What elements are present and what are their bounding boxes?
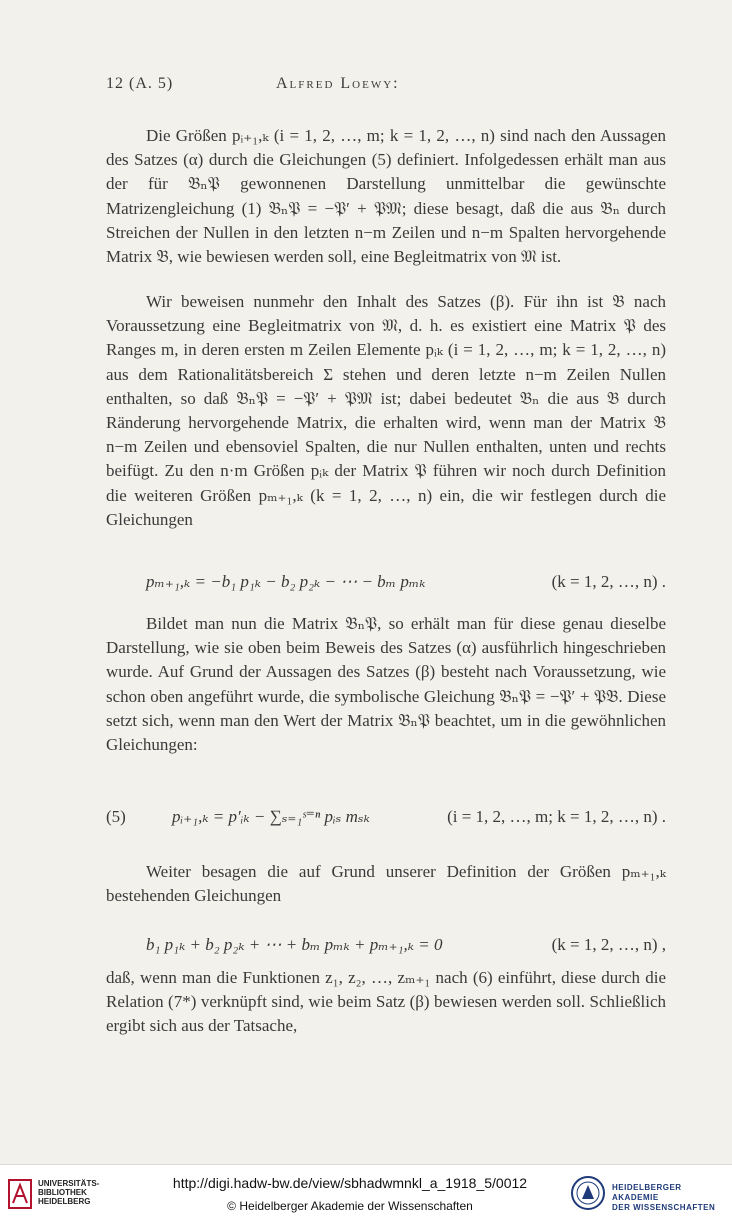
permalink-url[interactable]: http://digi.hadw-bw.de/view/sbhadwmnkl_a_1918_5/0012	[172, 1175, 528, 1191]
page-number: 12 (A. 5)	[106, 75, 174, 92]
equation-5-condition: (i = 1, 2, …, m; k = 1, 2, …, n) .	[447, 807, 666, 826]
equation-pm1-condition: (k = 1, 2, …, n) .	[551, 572, 666, 591]
running-title-author: Alfred Loewy:	[276, 75, 400, 92]
library-name: UNIVERSITÄTS- BIBLIOTHEK HEIDELBERG	[38, 1179, 100, 1206]
equation-5-number: (5)	[106, 807, 126, 826]
library-logo[interactable]	[8, 1175, 128, 1215]
paragraph-3: Bildet man nun die Matrix 𝔅ₙ𝔓, so erhält man für diese genau dieselbe Darstellung, wie sie oben beim Beweis des Satzes (α) ausführlich hingeschrieben wurde. Auf Grund der Aussagen des Satzes (β) besteht nach Voraussetzung, wie schon oben angeführt wurde, die symbolische Gleichung 𝔅ₙ𝔓 = −𝔓′ + 𝔓𝔅. Diese setzt sich, wenn man den Wert der Matrix 𝔅ₙ𝔓 beachtet, um in die gewöhnlichen Gleichungen:	[106, 614, 666, 755]
paragraph-2: Wir beweisen nunmehr den Inhalt des Satzes (β). Für ihn ist 𝔅 nach Voraussetzung eine Begleitmatrix von 𝔐, d. h. es existiert eine Matrix 𝔓 des Ranges m, in deren ersten m Zeilen Elemente pᵢₖ (i = 1, 2, …, m; k = 1, 2, …, n) aus dem Rationalitätsbereich Σ stehen und deren letzte n−m Zeilen Nullen enthalten, so daß 𝔅ₙ𝔓 = −𝔓′ + 𝔓𝔐 ist; dabei bedeutet 𝔅ₙ die aus 𝔅 durch Ränderung hervorgehende Matrix, die erhalten wird, wenn man der Matrix 𝔅 n−m Zeilen und ebensoviel Spalten, die nur Nullen enthalten, unten und rechts beifügt. Zu den n·m Größen pᵢₖ der Matrix 𝔓 führen wir noch durch Definition die weiteren Größen pₘ₊₁,ₖ (k = 1, 2, …, n) ein, die wir festlegen durch die Gleichungen	[106, 292, 666, 529]
academy-name: HEIDELBERGER AKADEMIE DER WISSENSCHAFTEN	[612, 1183, 716, 1212]
academy-seal-icon	[570, 1175, 606, 1211]
academy-logo[interactable]	[570, 1175, 730, 1215]
equation-5-body: pᵢ₊₁,ₖ = p′ᵢₖ − ∑ₛ₌₁ˢ⁼ⁿ pᵢₛ mₛₖ	[172, 807, 370, 826]
equation-sum-zero-condition: (k = 1, 2, …, n) ,	[551, 935, 666, 954]
copyright-notice: © Heidelberger Akademie der Wissenschaften	[227, 1199, 473, 1213]
library-emblem-icon	[8, 1179, 32, 1209]
paragraph-4: Weiter besagen die auf Grund unserer Definition der Größen pₘ₊₁,ₖ bestehenden Gleichungen	[106, 862, 666, 906]
equation-sum-zero-body: b₁ p₁ₖ + b₂ p₂ₖ + ⋯ + bₘ pₘₖ + pₘ₊₁,ₖ = 0	[146, 935, 443, 954]
paragraph-1: Die Größen pᵢ₊₁,ₖ (i = 1, 2, …, m; k = 1, 2, …, n) sind nach den Aussagen des Satzes (α) durch die Gleichungen (5) definiert. Infolgedessen erhält man aus der für 𝔅ₙ𝔓 gewonnenen Darstellung unmittelbar die gewünschte Matrizengleichung (1) 𝔅ₙ𝔓 = −𝔓′ + 𝔓𝔐; diese besagt, daß die aus 𝔅ₙ durch Streichen der Nullen in den letzten n−m Zeilen und n−m Spalten hervorgehende Matrix 𝔅, wie bewiesen werden soll, eine Begleitmatrix von 𝔐 ist.	[106, 126, 666, 267]
running-header	[106, 75, 666, 93]
paragraph-5: daß, wenn man die Funktionen z₁, z₂, …, zₘ₊₁ nach (6) einführt, diese durch die Relation (7*) verknüpft sind, wie beim Satz (β) bewiesen werden soll. Schließlich ergibt sich aus der Tatsache,	[106, 968, 666, 1036]
equation-pm1-body: pₘ₊₁,ₖ = −b₁ p₁ₖ − b₂ p₂ₖ − ⋯ − bₘ pₘₖ	[146, 572, 426, 591]
viewer-footer	[0, 1164, 732, 1224]
